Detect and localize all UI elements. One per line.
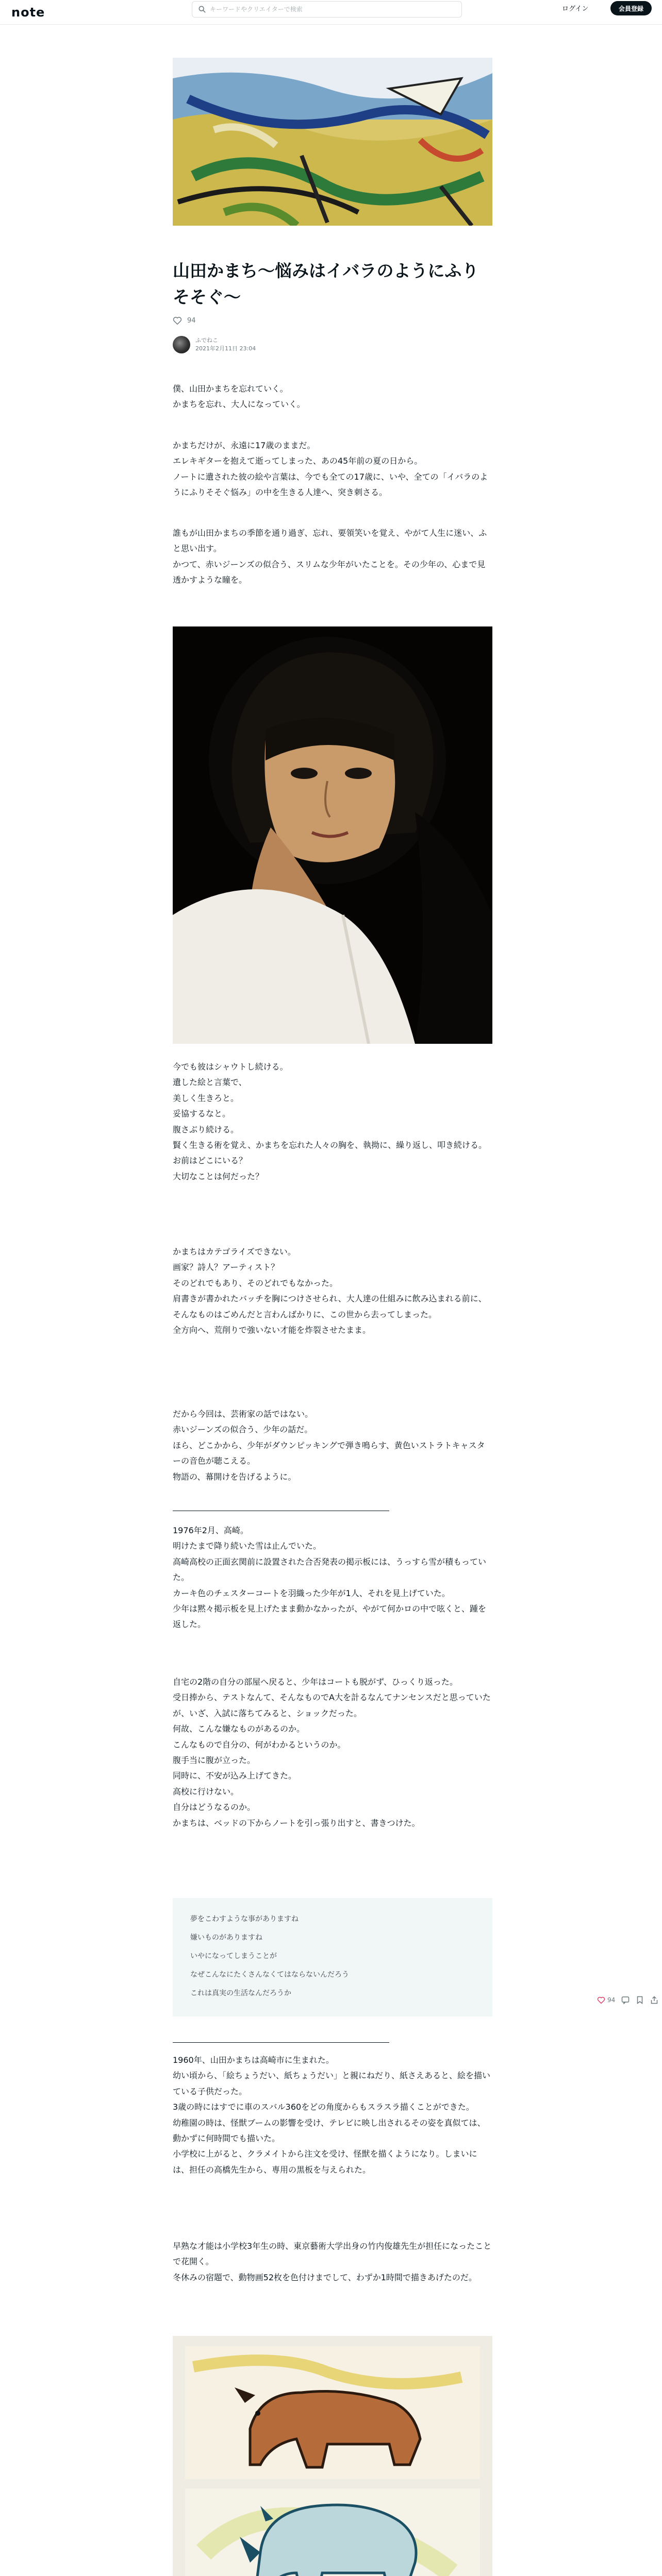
login-link[interactable]: ログイン — [562, 5, 589, 13]
author-name[interactable]: ふでねこ — [195, 336, 218, 344]
text-line: だから今回は、芸術家の話ではない。 — [173, 1409, 313, 1419]
intro-paragraph-3 — [173, 526, 492, 588]
text-line: 高校に行けない。 — [173, 1786, 239, 1797]
text-line: かまちを忘れ、大人になっていく。 — [173, 399, 305, 410]
text-line: 肩書きが書かれたバッチを胸につけさせられ、大人達の仕組みに飲み込まれる前に、そんなものはごめんだと言わんばかりに、この世から去ってしまった。 — [173, 1294, 487, 1319]
text-line: 物語の、幕開けを告げるように。 — [173, 1471, 296, 1482]
body-paragraph-2 — [173, 1244, 492, 1338]
search-input[interactable] — [210, 6, 447, 13]
text-line: 画家？詩人？アーティスト？ — [173, 1262, 279, 1273]
floating-like-count: 94 — [607, 1996, 616, 2004]
text-line: 腹さぶり続ける。 — [173, 1124, 239, 1134]
quote-line: 嫌いものがありますね — [190, 1934, 262, 1942]
text-line: 冬休みの宿題で、動物画52枚を色付けまでして、わずか1時間で描きあげたのだ。 — [173, 2272, 477, 2282]
quote-block — [173, 1898, 492, 2016]
text-line: 自宅の2階の自分の部屋へ戻ると、少年はコートも脱がず、ひっくり返った。 — [173, 1677, 458, 1687]
site-header — [0, 0, 662, 25]
hero-image — [173, 58, 492, 226]
text-line: 同時に、不安が込み上げてきた。 — [173, 1771, 297, 1781]
signup-button[interactable]: 会員登録 — [610, 1, 652, 15]
text-line: 受日捧から、テストなんて、そんなものでA大を計るなんてナンセンスだと思っていたが、いざ、入試に落ちてみると、ショックだった。 — [173, 1692, 491, 1718]
text-line: 賢く生きる術を覚え、かまちを忘れた人々の胸を、執拗に、繰り返し、叩き続ける。 — [173, 1140, 487, 1150]
text-line: 幼稚園の時は、怪獣ブームの影響を受け、テレビに映し出されるその姿を真似ては、動かずに何時間でも描いた。 — [173, 2117, 486, 2143]
text-line: 明けたまで降り続いた雪は止んでいた。 — [173, 1541, 322, 1551]
author-meta — [195, 336, 256, 353]
text-line: ノートに遺された彼の絵や言葉は、今でも全ての17歳に、いや、全ての「イバラのようにふりそそぐ悩み」の中を生きる人達へ、突き刺さる。 — [173, 471, 488, 498]
comment-icon[interactable] — [621, 1996, 630, 2004]
text-line: ほら、どこかから、少年がダウンピッキングで弾き鳴らす、黄色いストラトキャスターの音色が聴こえる。 — [173, 1440, 485, 1466]
text-line: 少年は黙々掲示板を見上げたまま動かなかったが、やがて何かロの中で呟くと、踵を返した。 — [173, 1603, 487, 1630]
text-line: そのどれでもあり、そのどれでもなかった。 — [173, 1278, 338, 1288]
text-line: 腹手当に腹が立った。 — [173, 1755, 256, 1765]
quote-line: 夢をこわすような事がありますね — [190, 1915, 299, 1923]
text-line: 遺した絵と言葉で、 — [173, 1077, 247, 1088]
text-line: 妥協するなと。 — [173, 1109, 231, 1119]
intro-paragraph-2 — [173, 438, 492, 501]
author-row[interactable] — [173, 336, 256, 353]
portrait-photo — [173, 626, 492, 1044]
quote-line: これは真実の生活なんだろうか — [190, 1989, 291, 1997]
text-line: 幼い頃から、「絵ちょうだい、紙ちょうだい」と親にねだり、紙さえあると、絵を描いている子供だった。 — [173, 2071, 491, 2096]
text-line: かまちはカテゴライズできない。 — [173, 1247, 296, 1257]
text-line: 大切なことは何だった？ — [173, 1171, 264, 1181]
text-line: かまちは、ベッドの下からノートを引っ張り出すと、書きつけた。 — [173, 1818, 420, 1828]
share-icon[interactable] — [650, 1996, 658, 2004]
floating-actions — [597, 1996, 658, 2004]
article-title: 山田かまち〜悩みはイバラのようにふりそそぐ〜 — [173, 261, 479, 308]
search-icon — [198, 6, 206, 13]
text-line: 全方向へ、荒削りで強いない才能を炸裂させたまま。 — [173, 1325, 371, 1335]
heart-icon[interactable] — [597, 1996, 605, 2004]
like-row — [173, 316, 196, 325]
author-avatar[interactable] — [173, 336, 190, 353]
text-line: 自分はどうなるのか。 — [173, 1802, 256, 1812]
section-divider — [173, 2042, 389, 2043]
text-line: 今でも彼はシャウトし続ける。 — [173, 1062, 288, 1072]
animal-drawings-image — [173, 2336, 492, 2576]
text-line: 3歳の時にはすでに車のスバル360をどの角度からもスラスラ描くことができた。 — [173, 2102, 474, 2112]
text-line: カーキ色のチェスターコートを羽織った少年が1人、それを見上げていた。 — [173, 1588, 450, 1598]
text-line: かまちだけが、永遠に17歳のままだ。 — [173, 440, 316, 450]
note-logo[interactable]: note — [11, 5, 45, 20]
body-paragraph-1 — [173, 1059, 492, 1184]
text-line: 誰もが山田かまちの季節を通り過ぎ、忘れ、要領笑いを覚え、やがて人生に迷い、ふと思い出す。 — [173, 528, 487, 554]
bookmark-icon[interactable] — [636, 1996, 644, 2004]
like-count: 94 — [187, 316, 196, 325]
text-line: 何故、こんな嫌なものがあるのか。 — [173, 1724, 305, 1734]
section3-paragraph-2 — [173, 2239, 492, 2285]
quote-line: いやになってしまうことが — [190, 1952, 277, 1960]
body-paragraph-3 — [173, 1406, 492, 1485]
text-line: 1960年、山田かまちは高崎市に生まれた。 — [173, 2055, 334, 2065]
publish-date: 2021年2月11日 23:04 — [195, 345, 256, 352]
search-box[interactable] — [192, 1, 462, 18]
text-line: 早熟な才能は小学校3年生の時、東京藝術大学出身の竹内俊雄先生が担任になったことで花開く。 — [173, 2241, 492, 2267]
text-line: お前はどこにいる？ — [173, 1156, 247, 1166]
text-line: 僕、山田かまちを忘れていく。 — [173, 384, 288, 394]
quote-line: なぜこんなにたくさんなくてはならないんだろう — [190, 1971, 349, 1979]
text-line: こんなもので自分の、何がわかるというのか。 — [173, 1739, 346, 1750]
heart-icon[interactable] — [173, 316, 182, 325]
text-line: 高崎高校の正面玄関前に設置された合否発表の掲示板には、うっすら雪が積もっていた。 — [173, 1556, 487, 1583]
section2-paragraph-1 — [173, 1523, 492, 1633]
text-line: 美しく生きろと。 — [173, 1093, 239, 1103]
text-line: 小学校に上がると、クラメイトから注文を受け、怪獣を描くようになり。しまいには、担任の高橋先生から、専用の黒板を与えられた。 — [173, 2149, 477, 2175]
section2-paragraph-2 — [173, 1674, 492, 1831]
intro-paragraph-1 — [173, 381, 492, 413]
text-line: 1976年2月、高崎。 — [173, 1526, 249, 1535]
section3-paragraph-1 — [173, 2053, 492, 2178]
text-line: 赤いジーンズの似合う、少年の話だ。 — [173, 1425, 313, 1435]
floating-like[interactable] — [597, 1996, 615, 2004]
text-line: エレキギターを抱えて逝ってしまった、あの45年前の夏の日から。 — [173, 456, 423, 466]
text-line: かつて、赤いジーンズの似合う、スリムな少年がいたことを。その少年の、心まで見透かすような瞳を。 — [173, 559, 486, 585]
